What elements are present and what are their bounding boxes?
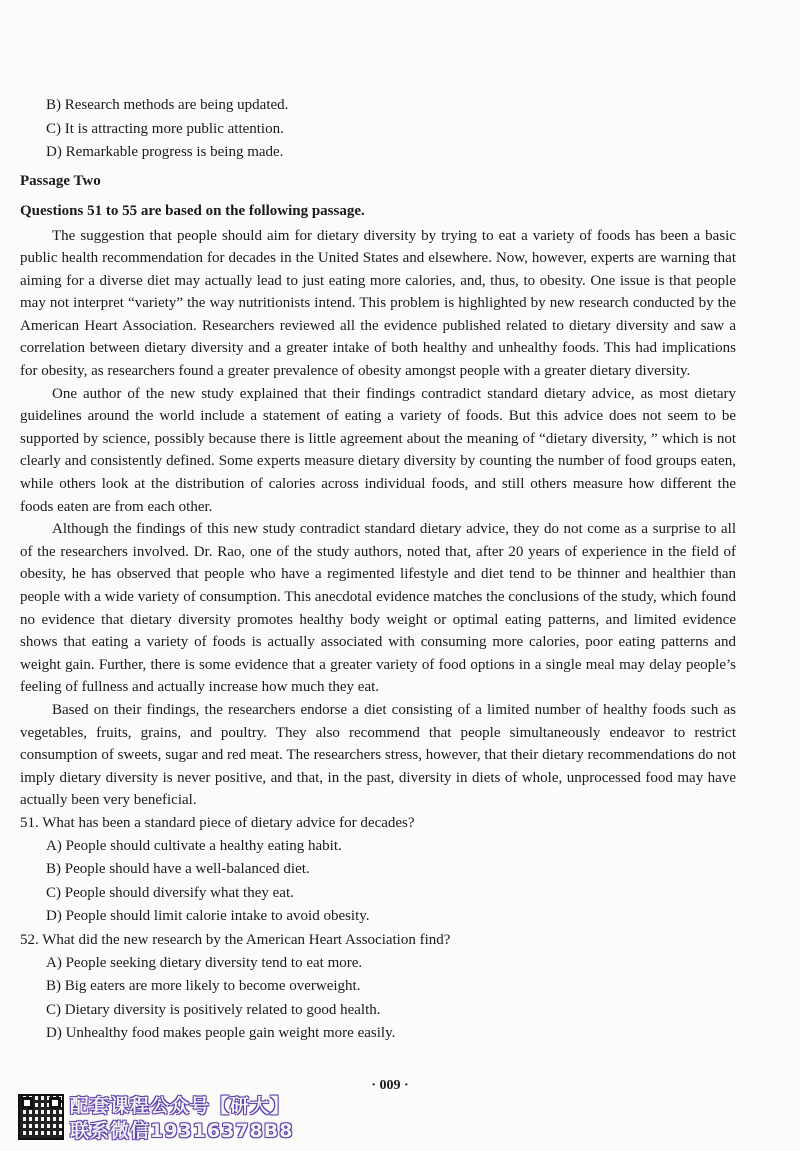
promo-banner (18, 1094, 318, 1144)
option-d: D) People should limit calorie intake to avoid obesity. (46, 908, 370, 925)
option-b: B) Research methods are being updated. (46, 97, 289, 113)
page-content (20, 94, 736, 1046)
questions-intro: Questions 51 to 55 are based on the following passage. (20, 202, 365, 219)
question-text: What has been a standard piece of dietary advice for decades? (42, 814, 415, 831)
option-d: D) Remarkable progress is being made. (46, 144, 284, 160)
qr-code-icon (18, 1094, 64, 1140)
paragraph-1: The suggestion that people should aim for dietary diversity by trying to eat a variety of foods has been a basic public health recommendation for decades in the United States and elsewhere. Now, however, experts are warning that aiming for a diverse diet may actually lead to just eating more calories, and, thus, to obesity. One issue is that people may not interpret “variety” the way nutritionists intend. This problem is highlighted by new research conducted by the American Heart Association. Researchers reviewed all the evidence published related to dietary diversity and saw a correlation between dietary diversity and a greater intake of both healthy and unhealthy foods. This had implications for obesity, as researchers found a greater prevalence of obesity amongst people with a greater dietary diversity. (20, 227, 736, 380)
option-c: C) Dietary diversity is positively related to good health. (46, 1001, 381, 1018)
question-number: 52. (20, 931, 39, 948)
promo-line-1: 配套课程公众号【研大】 (70, 1095, 291, 1117)
paragraph-2: One author of the new study explained that their findings contradict standard dietary advice, as most dietary guidelines around the world include a statement of eating a variety of foods. But this advice does not seem to be supported by science, possibly because there is little agreement about the meaning of “dietary diversity, ” which is not clearly and consistently defined. Some experts measure dietary diversity by counting the number of food groups eaten, while others look at the distribution of calories across individual foods, and still others measure how different the foods eaten are from each other. (20, 385, 736, 515)
option-a: A) People should cultivate a healthy eating habit. (46, 837, 342, 854)
previous-question-options (20, 94, 736, 165)
page-number: · 009 · (371, 1078, 409, 1093)
question-51 (20, 812, 736, 929)
question-52 (20, 929, 736, 1046)
passage-heading: Passage Two (20, 172, 101, 189)
option-b: B) People should have a well-balanced diet. (46, 861, 310, 878)
question-number: 51. (20, 814, 39, 831)
passage-body (20, 225, 736, 812)
paragraph-4: Based on their findings, the researchers endorse a diet consisting of a limited number of healthy foods such as vegetables, fruits, grains, and poultry. They also recommend that people simultaneously endeavor to restrict consumption of sweets, sugar and red meat. The researchers stress, however, that their dietary recommendations do not imply dietary diversity is never positive, and that, in the past, diversity in diets of whole, unprocessed food may have actually been very beneficial. (20, 701, 736, 809)
promo-line-2: 联系微信19316378B8 (70, 1120, 294, 1142)
question-text: What did the new research by the American Heart Association find? (42, 931, 451, 948)
option-b: B) Big eaters are more likely to become overweight. (46, 978, 361, 995)
paragraph-3: Although the findings of this new study contradict standard dietary advice, they do not come as a surprise to all of the researchers involved. Dr. Rao, one of the study authors, noted that, after 20 years of experience in the field of obesity, he has observed that people who have a regimented lifestyle and diet tend to be thinner and healthier than people with a wide variety of consumption. This anecdotal evidence matches the conclusions of the study, which found no evidence that dietary diversity promotes healthy body weight or optimal eating patterns, and limited evidence shows that eating a variety of foods is actually associated with consuming more calories, poor eating patterns and weight gain. Further, there is some evidence that a greater variety of food options in a single meal may delay people’s feeling of fullness and actually increase how much they eat. (20, 521, 736, 696)
option-c: C) It is attracting more public attention. (46, 120, 284, 137)
option-c: C) People should diversify what they eat. (46, 884, 294, 901)
option-a: A) People seeking dietary diversity tend to eat more. (46, 954, 363, 971)
option-d: D) Unhealthy food makes people gain weight more easily. (46, 1025, 396, 1042)
